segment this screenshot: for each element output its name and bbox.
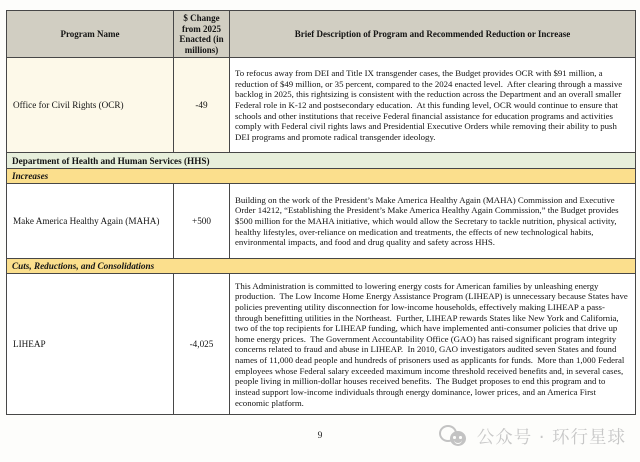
subsection-label: Increases <box>7 169 636 184</box>
header-description: Brief Description of Program and Recommended Reduction or Increase <box>230 11 636 58</box>
description-cell: Building on the work of the President’s Make America Healthy Again (MAHA) Commission and Executive Order 14212, “Establishing the President’s Make America Healthy Again Commission,” the Budget provides $500 million for the MAHA initiative, which would allow the Secretary to tackle nutrition, physical activity, healthy lifestyles, over-reliance on medication and treatments, the effects of new technological habits, environmental impacts, and food and drug quality and safety across HHS. <box>230 184 636 259</box>
header-program-name: Program Name <box>7 11 174 58</box>
section-label: Department of Health and Human Services (HHS) <box>7 153 636 169</box>
subsection-row-cuts <box>7 259 636 274</box>
table-row-liheap <box>7 274 636 415</box>
table-row-maha <box>7 184 636 259</box>
watermark-text: 公众号 · 环行星球 <box>476 428 626 448</box>
change-cell: -4,025 <box>174 274 230 415</box>
change-cell: +500 <box>174 184 230 259</box>
budget-table <box>6 10 636 415</box>
table-header-row <box>7 11 636 58</box>
page-number: 9 <box>317 431 323 441</box>
program-name-cell: LIHEAP <box>7 274 174 415</box>
program-name-cell: Make America Healthy Again (MAHA) <box>7 184 174 259</box>
subsection-label: Cuts, Reductions, and Consolidations <box>7 259 636 274</box>
section-row-hhs <box>7 153 636 169</box>
description-cell: This Administration is committed to lowering energy costs for American families by unleashing energy production. The Low Income Home Energy Assistance Program (LIHEAP) is unnecessary because States have policies preventing utility disconnection for low-income households, effectively making LIHEAP a pass-through benefitting utilities in the Northeast. Further, LIHEAP rewards States like New York and California, two of the top recipients for LIHEAP funding, which have implemented anti-consumer policies that drive up home energy prices. The Government Accountability Office (GAO) has raised significant program integrity concerns related to fraud and abuse in LIHEAP. In 2010, GAO investigators audited seven States and found names of 11,000 dead people and hundreds of prisoners used as applicants for funds. More than 1,000 Federal employees whose Federal salary exceeded maximum income threshold received benefits and, in several cases, people living in million-dollar houses received benefits. The Budget proposes to end this program and to instead support low-income individuals through energy dominance, lower prices, and an America First economic platform. <box>230 274 636 415</box>
subsection-row-increases <box>7 169 636 184</box>
description-cell: To refocus away from DEI and Title IX transgender cases, the Budget provides OCR with $91 million, a reduction of $49 million, or 35 percent, compared to the 2024 enacted level. After clearing through a massive backlog in 2025, this rightsizing is consistent with the reduction across the Department and an overall smaller Federal role in K-12 and postsecondary education. At this funding level, OCR would continue to ensure that schools and other institutions that receive Federal financial assistance for education programs and activities comply with Federal civil rights laws and Presidential Executive Orders while removing their ability to push DEI programs and promote radical transgender ideology. <box>230 58 636 153</box>
header-change: $ Change from 2025 Enacted (in millions) <box>174 11 230 58</box>
change-cell: -49 <box>174 58 230 153</box>
wechat-icon <box>439 424 470 449</box>
watermark <box>439 424 626 449</box>
program-name-cell: Office for Civil Rights (OCR) <box>7 58 174 153</box>
table-row-ocr <box>7 58 636 153</box>
